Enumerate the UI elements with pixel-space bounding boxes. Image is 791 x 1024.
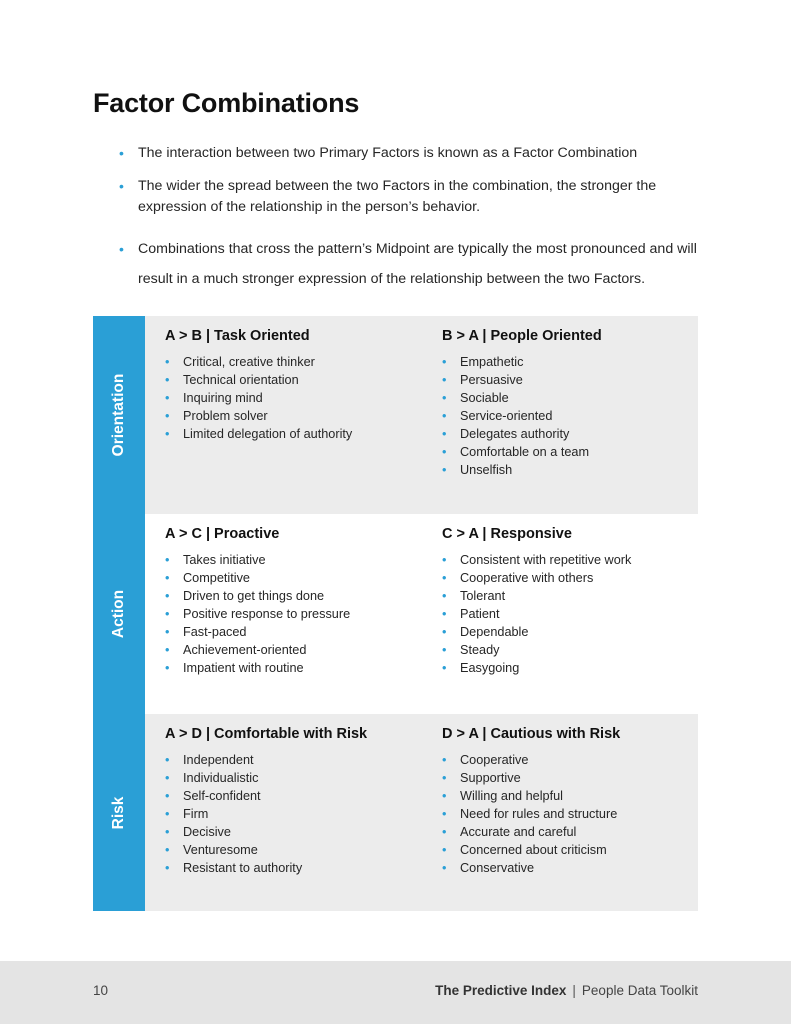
trait-item: • Competitive [165, 569, 415, 587]
trait-item: • Delegates authority [442, 425, 692, 443]
bullet-icon: • [119, 145, 124, 161]
trait-item: • Consistent with repetitive work [442, 551, 692, 569]
table-row-orientation [93, 316, 698, 514]
trait-item: • Positive response to pressure [165, 605, 415, 623]
trait-item: • Supportive [442, 769, 692, 787]
trait-item: • Concerned about criticism [442, 841, 692, 859]
row-label: Action [110, 589, 127, 639]
intro-text: The interaction between two Primary Factors is known as a Factor Combination [138, 145, 638, 161]
row-label: Orientation [110, 373, 127, 457]
product-name: People Data Toolkit [581, 983, 698, 998]
trait-item: • Unselfish [442, 461, 692, 479]
trait-item: • Empathetic [442, 353, 692, 371]
combination-heading: C > A | Responsive [442, 526, 572, 542]
row-label-bar [93, 316, 145, 514]
combination-cell [442, 724, 692, 877]
combination-cell [442, 326, 692, 479]
trait-item: • Driven to get things done [165, 587, 415, 605]
table-row-action [93, 514, 698, 714]
trait-item: • Accurate and careful [442, 823, 692, 841]
combination-cell [165, 724, 415, 877]
combination-cell [442, 524, 692, 677]
footer-separator: | [572, 983, 576, 998]
trait-item: • Resistant to authority [165, 859, 415, 877]
intro-item [119, 144, 709, 162]
trait-item: • Patient [442, 605, 692, 623]
combination-cell [165, 524, 415, 677]
trait-item: • Tolerant [442, 587, 692, 605]
bullet-icon: • [119, 178, 124, 194]
trait-list [165, 551, 415, 677]
combination-heading: A > D | Comfortable with Risk [165, 726, 368, 742]
bullet-icon: • [119, 241, 124, 257]
intro-list [119, 144, 709, 294]
page-footer [0, 961, 791, 1024]
trait-item: • Dependable [442, 623, 692, 641]
trait-item: • Cooperative with others [442, 569, 692, 587]
trait-item: • Firm [165, 805, 415, 823]
combination-heading: A > C | Proactive [165, 526, 280, 542]
combination-heading: D > A | Cautious with Risk [442, 726, 621, 742]
trait-list [442, 551, 692, 677]
table-row-risk [93, 714, 698, 911]
trait-item: • Comfortable on a team [442, 443, 692, 461]
trait-item: • Steady [442, 641, 692, 659]
row-label-bar [93, 514, 145, 714]
trait-item: • Fast-paced [165, 623, 415, 641]
intro-text: Combinations that cross the pattern’s Midpoint are typically the most pronounced and will result in a much stronger expression of the relationship between the two Factors. [138, 241, 697, 287]
trait-item: • Need for rules and structure [442, 805, 692, 823]
trait-list [165, 751, 415, 877]
trait-item: • Limited delegation of authority [165, 425, 415, 443]
trait-item: • Conservative [442, 859, 692, 877]
trait-item: • Takes initiative [165, 551, 415, 569]
row-label: Risk [110, 796, 127, 829]
trait-item: • Willing and helpful [442, 787, 692, 805]
trait-item: • Easygoing [442, 659, 692, 677]
page-title: Factor Combinations [93, 88, 360, 118]
trait-list [442, 751, 692, 877]
intro-item [119, 176, 709, 218]
trait-item: • Impatient with routine [165, 659, 415, 677]
trait-item: • Independent [165, 751, 415, 769]
trait-item: • Achievement-oriented [165, 641, 415, 659]
trait-item: • Self-confident [165, 787, 415, 805]
intro-text: The wider the spread between the two Factors in the combination, the stronger the expression of the relationship in the person’s behavior. [138, 178, 657, 215]
trait-item: • Technical orientation [165, 371, 415, 389]
trait-item: • Venturesome [165, 841, 415, 859]
brand-name: The Predictive Index [435, 983, 567, 998]
trait-item: • Sociable [442, 389, 692, 407]
factor-combination-table [93, 316, 698, 911]
row-label-bar [93, 714, 145, 911]
trait-item: • Individualistic [165, 769, 415, 787]
trait-item: • Decisive [165, 823, 415, 841]
page-number: 10 [93, 983, 109, 998]
trait-item: • Persuasive [442, 371, 692, 389]
trait-list [442, 353, 692, 479]
trait-list [165, 353, 415, 443]
trait-item: • Cooperative [442, 751, 692, 769]
combination-heading: B > A | People Oriented [442, 328, 602, 344]
trait-item: • Critical, creative thinker [165, 353, 415, 371]
footer-brand [435, 983, 698, 998]
combination-heading: A > B | Task Oriented [165, 328, 310, 344]
trait-item: • Service-oriented [442, 407, 692, 425]
combination-cell [165, 326, 415, 443]
trait-item: • Inquiring mind [165, 389, 415, 407]
trait-item: • Problem solver [165, 407, 415, 425]
intro-item [119, 234, 709, 294]
